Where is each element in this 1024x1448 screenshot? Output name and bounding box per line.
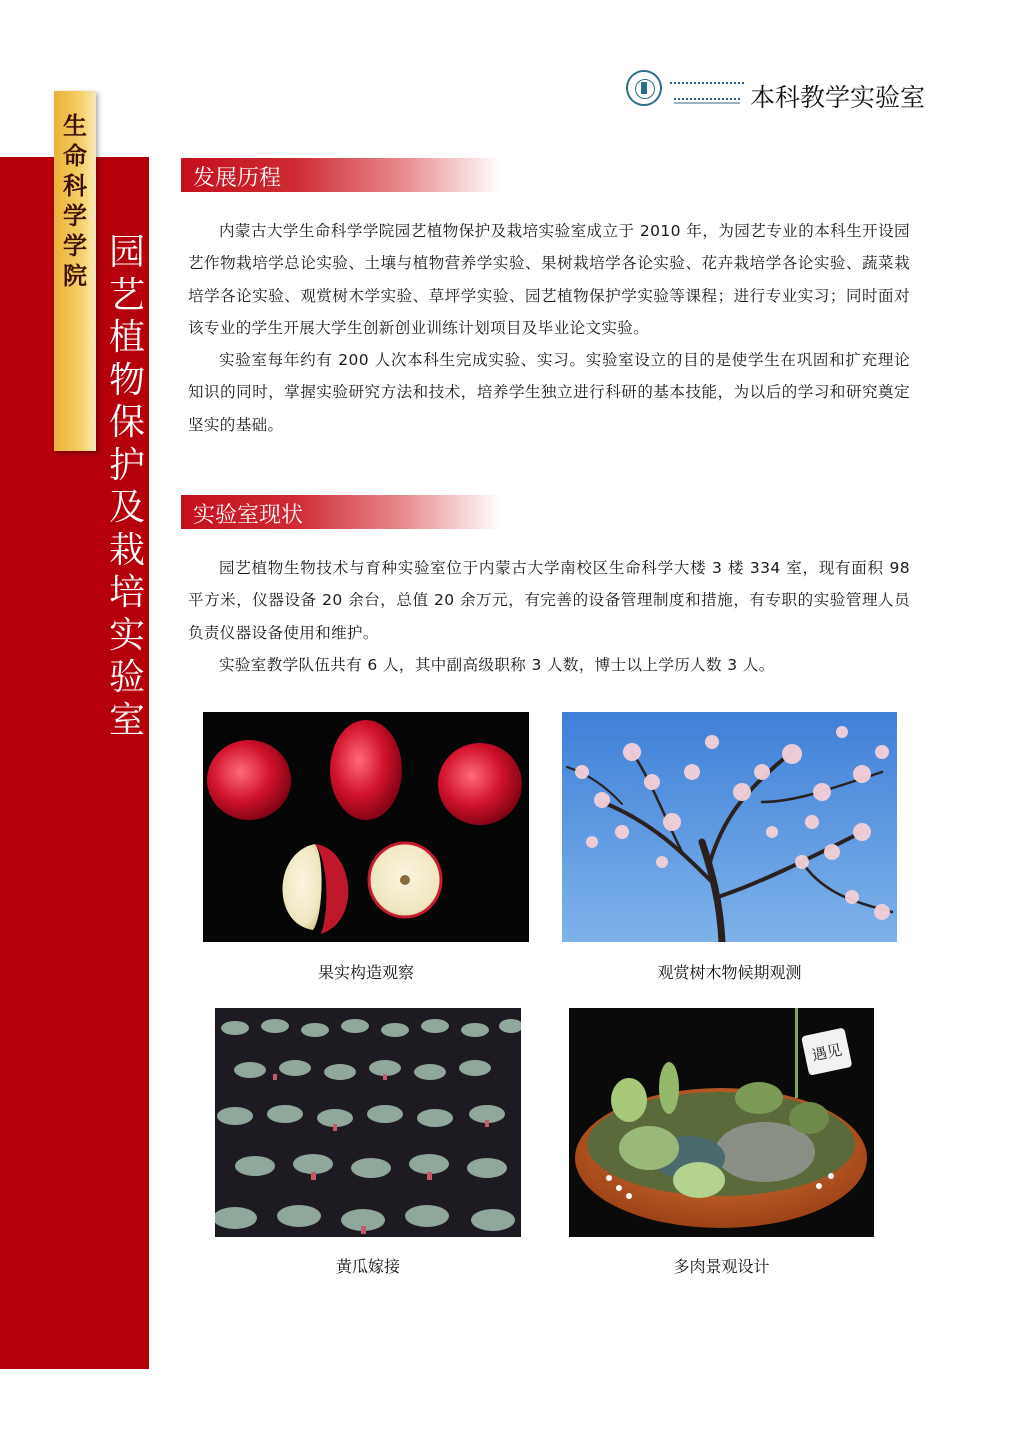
section-heading-text: 实验室现状	[193, 503, 304, 528]
vertical-character: 科	[63, 172, 87, 200]
paragraph: 实验室每年约有 200 人次本科生完成实验、实习。实验室设立的目的是使学生在巩固和扩充理论知识的同时，掌握实验研究方法和技术，培养学生独立进行科研的基本技能，为以后的学习和研究奠定坚实的基础。	[188, 351, 910, 434]
vertical-character: 学	[63, 232, 87, 260]
department-name	[54, 111, 96, 291]
university-seal-icon	[626, 70, 662, 106]
paragraph: 园艺植物生物技术与育种实验室位于内蒙古大学南校区生命科学大楼 3 楼 334 室，现有面积 98 平方米，仪器设备 20 余台，总值 20 余万元，有完善的设备管理制度和措施，有专职的实验管理人员负责仪器设备使用和维护。	[188, 559, 910, 642]
brand-label: 本科教学实验室	[750, 83, 926, 112]
photo-cucumber-grafting	[215, 1008, 521, 1237]
photo-ornamental-tree-phenology	[562, 712, 897, 942]
history-text	[188, 215, 910, 441]
garden-sign-text: 遇见	[810, 1040, 844, 1065]
section-heading-text: 发展历程	[193, 166, 282, 191]
paragraph: 内蒙古大学生命科学学院园艺植物保护及栽培实验室成立于 2010 年，为园艺专业的本科生开设园艺作物栽培学总论实验、土壤与植物营养学实验、果树栽培学各论实验、花卉栽培学各论实验、蔬菜栽培学各论实验、观赏树木学实验、草坪学实验、园艺植物保护学实验等课程；进行专业实习；同时面对该专业的学生开展大学生创新创业训练计划项目及毕业论文实验。	[188, 222, 910, 337]
photo-caption: 黄瓜嫁接	[335, 1257, 400, 1276]
vertical-character: 园	[108, 232, 145, 273]
photo-caption: 多肉景观设计	[673, 1257, 770, 1276]
vertical-character: 实	[108, 614, 145, 656]
vertical-character: 物	[108, 359, 145, 401]
vertical-character: 验	[108, 657, 145, 698]
lab-title-vertical	[106, 232, 148, 742]
vertical-character: 植	[108, 317, 145, 358]
paragraph: 实验室教学队伍共有 6 人，其中副高级职称 3 人数，博士以上学历人数 3 人。	[219, 655, 775, 674]
vertical-character: 学	[63, 202, 87, 230]
photo-fruit-structure	[203, 712, 529, 942]
vertical-character: 生	[63, 112, 87, 140]
section-heading-status	[181, 495, 501, 529]
vertical-character: 培	[108, 572, 145, 613]
vertical-character: 命	[63, 142, 87, 170]
photo-caption: 观赏树木物候期观测	[657, 963, 802, 982]
vertical-character: 护	[108, 444, 145, 486]
vertical-character: 保	[108, 402, 145, 443]
section-heading-history	[181, 158, 501, 192]
status-text	[188, 552, 910, 681]
department-tab	[54, 91, 96, 451]
photo-caption: 果实构造观察	[317, 963, 414, 982]
vertical-character: 及	[108, 487, 145, 528]
vertical-character: 艺	[108, 274, 145, 316]
vertical-character: 室	[108, 699, 145, 741]
university-calligraphy-logo	[670, 68, 746, 108]
photo-succulent-landscape	[569, 1008, 874, 1237]
vertical-character: 栽	[108, 529, 145, 571]
vertical-character: 院	[63, 262, 87, 290]
